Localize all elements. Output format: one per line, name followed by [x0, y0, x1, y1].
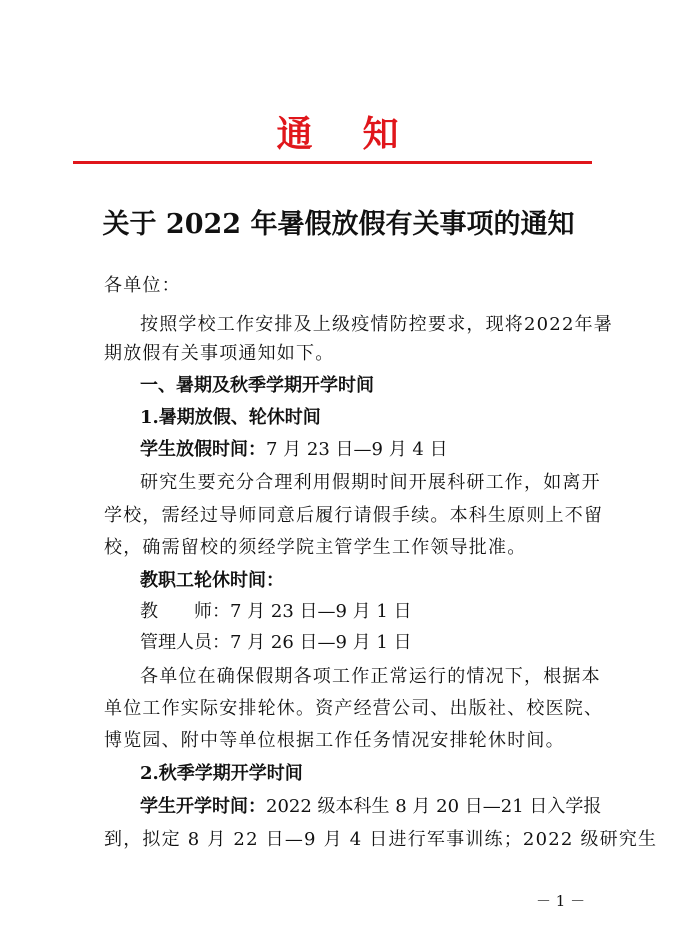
document-title: 关于 2022 年暑假放假有关事项的通知: [102, 209, 575, 240]
grad-line-2: 学校，需经过导师同意后履行请假手续。本科生原则上不留: [104, 505, 604, 526]
student-break-label: 学生放假时间：: [140, 439, 266, 460]
units-line-3: 博览园、附中等单位根据工作任务情况安排轮休时间。: [104, 730, 565, 751]
staff-rotation-heading: 教职工轮休时间：: [140, 570, 284, 591]
school-open-line: [140, 795, 601, 819]
grad-line-3: 校，确需留校的须经学院主管学生工作领导批准。: [104, 537, 527, 558]
notice-header-char-1: 通: [276, 113, 315, 155]
subsection-heading-1-2: 2.秋季学期开学时间: [140, 763, 303, 784]
admin-value: 7 月 26 日—9 月 1 日: [230, 632, 412, 653]
units-line-1: 各单位在确保假期各项工作正常运行的情况下，根据本: [140, 666, 601, 687]
intro-line-2: 期放假有关事项通知如下。: [104, 343, 335, 364]
student-break-value: 7 月 23 日—9 月 4 日: [266, 439, 448, 460]
notice-header: [0, 112, 677, 156]
admin-line: [140, 631, 412, 655]
page-number: － 1 －: [536, 892, 586, 910]
admin-label: 管理人员：: [140, 632, 230, 653]
school-open-label: 学生开学时间：: [140, 796, 266, 817]
school-open-line-2: 到，拟定 8 月 22 日—9 月 4 日进行军事训练；2022 级研究生: [104, 829, 658, 850]
notice-header-char-2: 知: [362, 113, 401, 155]
intro-line-1: 按照学校工作安排及上级疫情防控要求，现将2022年暑: [140, 314, 614, 335]
student-break-line: [140, 438, 448, 462]
teacher-line: [140, 600, 412, 624]
salutation: 各单位：: [104, 275, 181, 296]
subsection-heading-1-1: 1.暑期放假、轮休时间: [140, 407, 321, 428]
section-heading-1: 一、暑期及秋季学期开学时间: [140, 375, 374, 396]
teacher-label: 教 师：: [140, 601, 230, 622]
grad-line-1: 研究生要充分合理利用假期时间开展科研工作，如离开: [140, 472, 601, 493]
units-line-2: 单位工作实际安排轮休。资产经营公司、出版社、校医院、: [104, 698, 604, 719]
teacher-value: 7 月 23 日—9 月 1 日: [230, 601, 412, 622]
school-open-value: 2022 级本科生 8 月 20 日—21 日入学报: [266, 796, 602, 817]
red-divider: [73, 161, 592, 164]
